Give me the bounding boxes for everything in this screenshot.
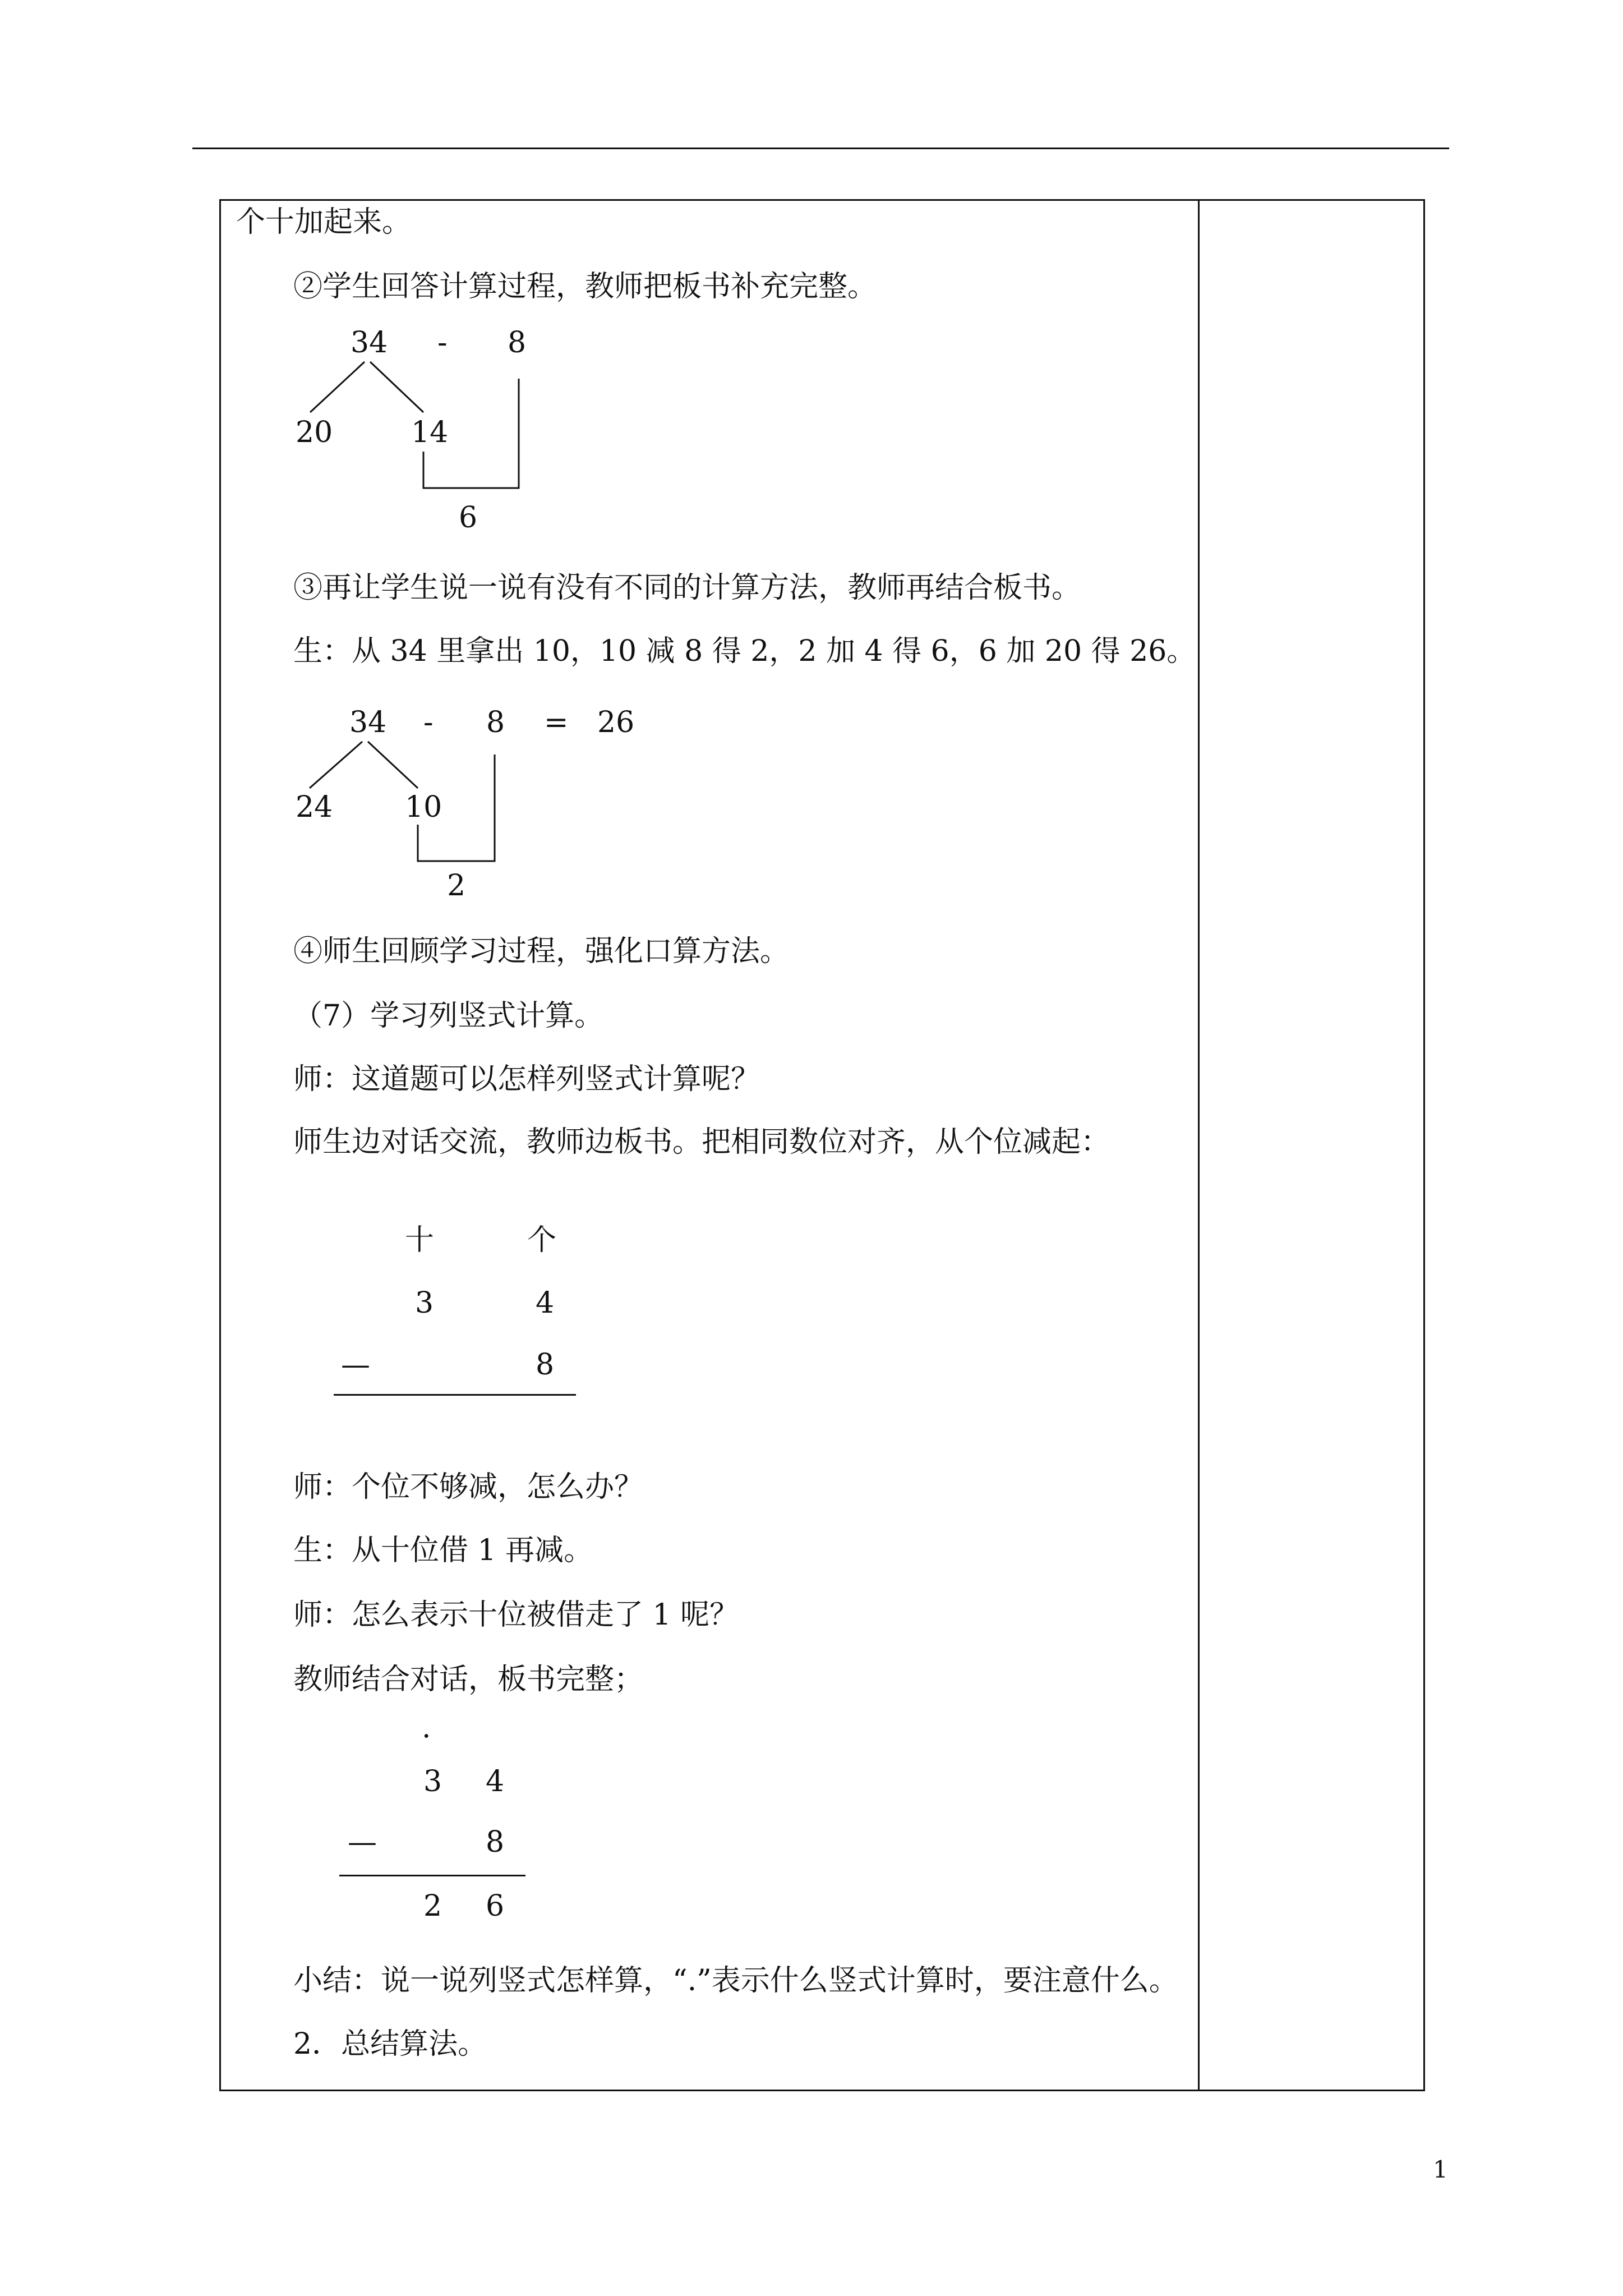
vertical2-tens-digit: 3	[423, 1765, 442, 1798]
text-line-2: ②学生回答计算过程，教师把板书补充完整。	[293, 270, 877, 303]
text-line-8: 师生边对话交流，教师边板书。把相同数位对齐，从个位减起：	[293, 1125, 1110, 1159]
diagram2-result: 2	[447, 869, 466, 903]
diagram1-result: 6	[459, 501, 478, 535]
vertical2-subtrahend: 8	[486, 1825, 505, 1859]
vertical2-rule	[339, 1875, 525, 1876]
text-line-11: 师：怎么表示十位被借走了 1 呢？	[293, 1598, 739, 1632]
place-label-ones: 个	[527, 1223, 557, 1257]
diagram2-operator: -	[423, 706, 434, 739]
text-line-14: 2．总结算法。	[293, 2027, 487, 2061]
diagram2-minuend: 34	[349, 706, 387, 739]
vertical1-rule	[334, 1394, 576, 1396]
vertical1-ones-digit: 4	[536, 1286, 555, 1320]
vertical1-minus-sign: —	[341, 1348, 370, 1382]
place-label-tens: 十	[405, 1223, 435, 1257]
diagram1-operator: -	[437, 326, 448, 360]
text-line-10: 生：从十位借 1 再减。	[293, 1534, 593, 1567]
text-line-7: 师：这道题可以怎样列竖式计算呢？	[293, 1062, 760, 1096]
text-line-13: 小结：说一说列竖式怎样算，“.”表示什么竖式计算时，要注意什么。	[293, 1964, 1178, 1998]
diagram1-right-part: 14	[411, 416, 449, 449]
diagram1-left-part: 20	[296, 416, 333, 449]
borrow-dot: ·	[422, 1720, 431, 1754]
vertical2-result-ones: 6	[486, 1889, 505, 1923]
text-line-9: 师：个位不够减，怎么办？	[293, 1470, 644, 1504]
page-number: 1	[1433, 2156, 1448, 2183]
vertical1-subtrahend: 8	[536, 1348, 555, 1382]
diagram1-subtrahend: 8	[508, 326, 527, 360]
text-line-12: 教师结合对话，板书完整；	[293, 1663, 644, 1696]
diagram2-left-part: 24	[296, 790, 333, 824]
diagram2-answer: 26	[597, 706, 635, 739]
text-line-6: （7）学习列竖式计算。	[293, 999, 604, 1033]
vertical1-tens-digit: 3	[415, 1286, 434, 1320]
diagram2-right-part: 10	[405, 790, 442, 824]
text-line-3: ③再让学生说一说有没有不同的计算方法，教师再结合板书。	[293, 571, 1081, 605]
diagram1-minuend: 34	[351, 326, 388, 360]
vertical2-result-tens: 2	[423, 1889, 442, 1923]
text-line-4: 生：从 34 里拿出 10，10 减 8 得 2，2 加 4 得 6，6 加 20 得 26。	[293, 634, 1196, 668]
diagram2-subtrahend: 8	[486, 706, 505, 739]
vertical2-ones-digit: 4	[486, 1765, 505, 1798]
text-line-1: 个十加起来。	[236, 205, 412, 239]
diagram2-equals: =	[544, 706, 569, 739]
vertical2-minus-sign: —	[348, 1825, 377, 1859]
text-line-5: ④师生回顾学习过程，强化口算方法。	[293, 935, 790, 968]
